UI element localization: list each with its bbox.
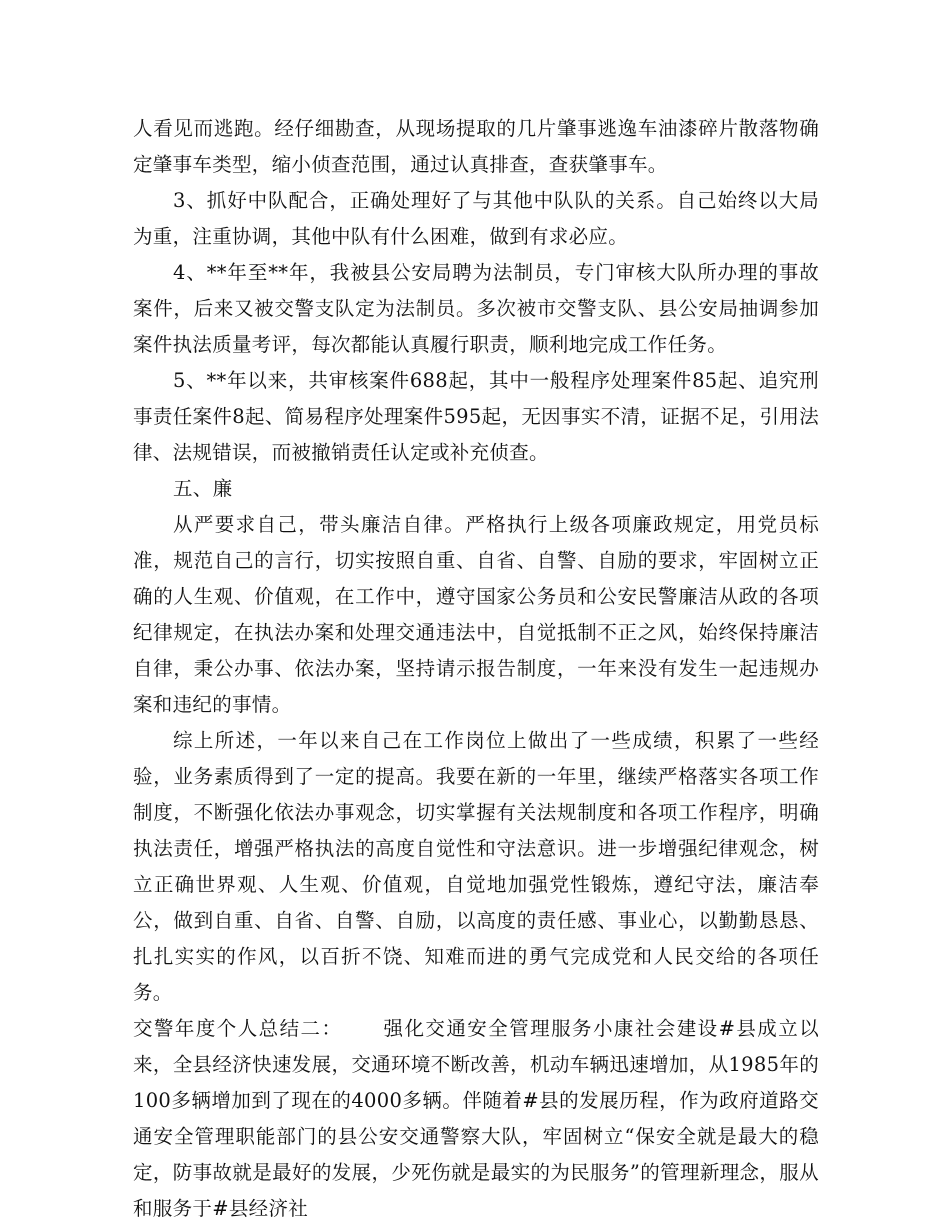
paragraph-item-3: 3、抓好中队配合，正确处理好了与其他中队队的关系。自己始终以大局为重，注重协调，其他中队有什么困难，做到有求必应。 bbox=[133, 189, 819, 248]
section-heading-lian: 五、廉 bbox=[173, 477, 233, 500]
paragraph-item-4: 4、**年至**年，我被县公安局聘为法制员，专门审核大队所办理的事故案件，后来又被交警支队定为法制员。多次被市交警支队、县公安局抽调参加案件执法质量考评，每次都能认真履行职责，顺利地完成工作任务。 bbox=[133, 261, 819, 356]
paragraph-continued: 人看见而逃跑。经仔细勘查，从现场提取的几片肇事逃逸车油漆碎片散落物确定肇事车类型，缩小侦查范围，通过认真排查，查获肇事车。 bbox=[133, 117, 819, 176]
paragraph-summary-two bbox=[133, 1011, 819, 1227]
paragraph-conclusion: 综上所述，一年以来自己在工作岗位上做出了一些成绩，积累了一些经验，业务素质得到了一定的提高。我要在新的一年里，继续严格落实各项工作制度，不断强化依法办事观念，切实掌握有关法规制度和各项工作程序，明确执法责任，增强严格执法的高度自觉性和守法意识。进一步增强纪律观念，树立正确世界观、人生观、价值观，自觉地加强党性锻炼，遵纪守法，廉洁奉公，做到自重、自省、自警、自励，以高度的责任感、事业心，以勤勤恳恳、扎扎实实的作风，以百折不饶、知难而进的勇气完成党和人民交给的各项任务。 bbox=[133, 729, 819, 1004]
paragraph-item-5: 5、**年以来，共审核案件688起，其中一般程序处理案件85起、追究刑事责任案件8起、简易程序处理案件595起，无因事实不清，证据不足，引用法律、法规错误，而被撤销责任认定或补充侦查。 bbox=[133, 369, 819, 464]
summary-two-text: 强化交通安全管理服务小康社会建设#县成立以来，全县经济快速发展，交通环境不断改善，机动车辆迅速增加，从1985年的100多辆增加到了现在的4000多辆。伴随着#县的发展历程，作为政府道路交通安全管理职能部门的县公安交通警察大队，牢固树立“保安全就是最大的稳定，防事故就是最好的发展，少死伤就是最实的为民服务”的管理新理念，服从和服务于#县经济社 bbox=[133, 1017, 819, 1220]
paragraph-integrity: 从严要求自己，带头廉洁自律。严格执行上级各项廉政规定，用党员标准，规范自己的言行，切实按照自重、自省、自警、自励的要求，牢固树立正确的人生观、价值观，在工作中，遵守国家公务员和公安民警廉洁从政的各项纪律规定，在执法办案和处理交通违法中，自觉抵制不正之风，始终保持廉洁自律，秉公办事、依法办案，坚持请示报告制度，一年来没有发生一起违规办案和违纪的事情。 bbox=[133, 513, 819, 716]
summary-two-label: 交警年度个人总结二： bbox=[133, 1017, 343, 1040]
